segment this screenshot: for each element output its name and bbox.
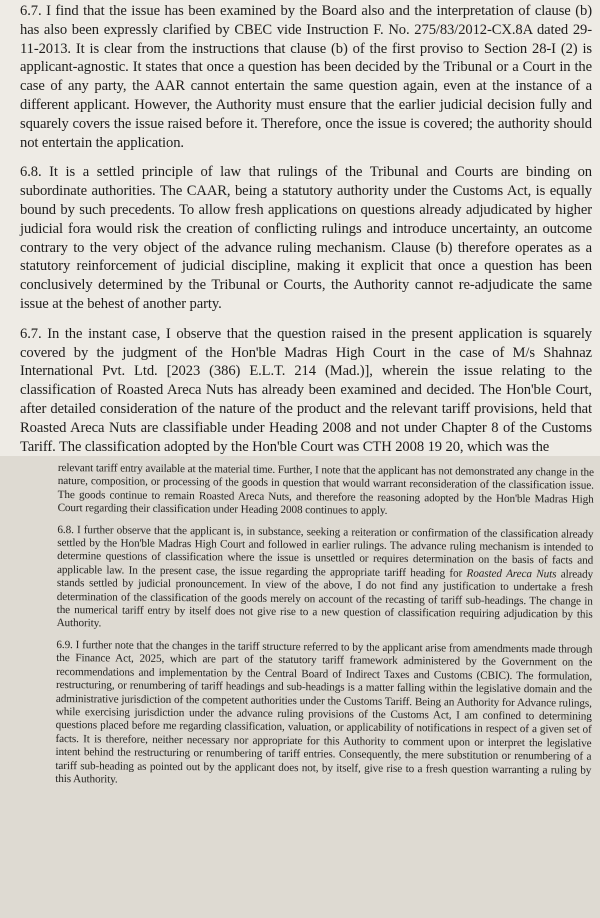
lower-page-section: [0, 456, 600, 918]
text-run: 6.8. It is a settled principle of law that rulings of the Tribunal and Courts are binding on subordinate authorities. The CAAR, being a statutory authority under the Customs Act, is equally bound by such precedents. To allow fresh applications on questions already adjudicated by higher judicial fora would risk the creation of conflicting rulings and introduce uncertainty, an outcome contrary to the very object of the advance ruling mechanism. Clause (b) therefore operates as a statutory reinforcement of judicial discipline, making it explicit that once a question has been conclusively determined by the Tribunal or Courts, the Authority cannot re-adjudicate the same issue at the behest of another party.: [20, 164, 592, 312]
italic-text-run: Roasted Areca Nuts: [466, 567, 557, 581]
paragraph-6-8-settled-principle: [20, 163, 592, 313]
paragraph-continuation: [58, 462, 594, 520]
lower-text-block: [55, 462, 594, 791]
paragraph-6-8-reiteration: [57, 524, 594, 636]
text-run: 6.7. In the instant case, I observe that the question raised in the present application is squarely covered by the judgment of the Hon'ble Madras High Court in the case of M/s Shahnaz International Pvt. Ltd. [2023 (386) E.L.T. 214 (Mad.)], wherein the issue relating to the classification of Roasted Areca Nuts has already been examined and decided. The Hon'ble Court, after detailed consideration of the nature of the product and the relevant tariff provisions, held that Roasted Areca Nuts are classifiable under Heading 2008 and not under Chapter 8 of the Customs Tariff. The classification adopted by the Hon'ble Court was CTH 2008 19 20, which was the: [20, 325, 592, 455]
upper-page-section: [0, 0, 600, 456]
paragraph-6-7-board-instruction: [20, 2, 592, 152]
text-run: 6.9. I further note that the changes in the tariff structure referred to by the applicant arise from amendments made through the Finance Act, 2025, which are part of the statutory tariff framework administered by the Government on the recommendations and implementation by the Central Board of Indirect Taxes and Customs (CBIC). The formulation, restructuring, or renumbering of tariff headings and sub-headings is a matter falling within the legislative domain and the administrative jurisdiction of the competent authorities under the Customs Tariff. Being an Authority for Advance rulings, while exercising jurisdiction under the advance ruling provisions of the Customs Act, I am confined to determining questions placed before me regarding classification, valuation, or applicability of notifications in respect of a given set of facts. It is therefore, neither necessary nor appropriate for this Authority to comment upon or interpret the legislative intent behind the restructuring or renumbering of tariff entries. Consequently, the mere substitution or renumbering of a tariff sub-heading as pointed out by the applicant does not, by itself, give rise to a fresh question warranting a ruling by this Authority.: [55, 638, 593, 786]
paragraph-6-9-tariff-structure: [55, 639, 592, 791]
text-run: 6.8. I further observe that the applicant is, in substance, seeking a reiteration or confirmation of the classification already settled by the Hon'ble Madras High Court and followed in earlier rulings. The advance ruling mechanism is intended to determine questions of classification where the issue is unsettled or requires determination on the basis of facts and applicable law. In the present case, the issue regarding the appropriate tariff heading for: [57, 523, 594, 580]
text-run: 6.7. I find that the issue has been examined by the Board also and the interpretation of clause (b) has also been expressly clarified by CBEC vide Instruction F. No. 275/83/2012-CX.8A dated 29-11-2013. It is clear from the instructions that clause (b) of the first proviso to Section 28-I (2) is applicant-agnostic. It states that once a question has been decided by the Tribunal or a Court in the case of any party, the AAR cannot entertain the same question again, even at the instance of a different applicant. However, the Authority must ensure that the earlier judicial decision fully and squarely covers the issue raised before it. Therefore, once the issue is covered; the authority should not entertain the application.: [20, 3, 592, 151]
paragraph-6-7-instant-case: [20, 325, 592, 457]
text-run: relevant tariff entry available at the material time. Further, I note that the applicant has not demonstrated any change in the nature, composition, or processing of the goods in question that would warrant reconsideration of the classification issue. The goods continue to remain Roasted Areca Nuts, and therefore the reasoning adopted by the Hon'ble Madras High Court regarding their classification under Heading 2008 continues to apply.: [57, 462, 594, 518]
text-run: already stands settled by judicial pronouncement. In view of the above, I do not find any justification to undertake a fresh determination of the classification of the goods merely on account of the recasting of tariff sub-headings. The change in the numerical tariff entry by itself does not give rise to a new question of classification requiring adjudication by this Authority.: [56, 568, 594, 630]
